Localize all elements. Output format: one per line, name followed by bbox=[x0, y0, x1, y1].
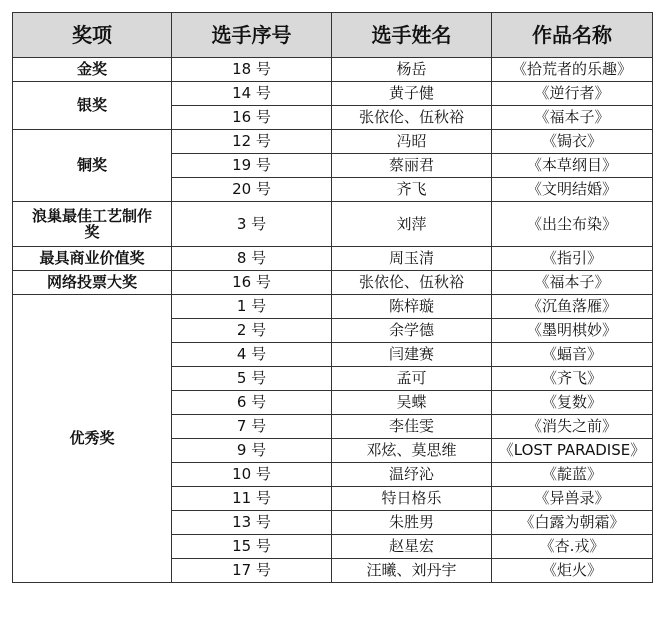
award-cell: 金奖 bbox=[13, 58, 172, 82]
contestant-name-cell: 刘萍 bbox=[332, 202, 492, 247]
table-row bbox=[13, 82, 653, 106]
contestant-name-cell: 朱胜男 bbox=[332, 511, 492, 535]
work-title-cell: 《指引》 bbox=[492, 247, 653, 271]
work-title-cell: 《杏.戎》 bbox=[492, 535, 653, 559]
contestant-name-cell: 汪曦、刘丹宇 bbox=[332, 559, 492, 583]
work-title-cell: 《异兽录》 bbox=[492, 487, 653, 511]
contestant-number-cell: 11 号 bbox=[172, 487, 332, 511]
work-title-cell: 《福本子》 bbox=[492, 106, 653, 130]
contestant-name-cell: 黄子健 bbox=[332, 82, 492, 106]
award-cell: 银奖 bbox=[13, 82, 172, 130]
header-award: 奖项 bbox=[13, 13, 172, 58]
work-title-cell: 《拾荒者的乐趣》 bbox=[492, 58, 653, 82]
contestant-name-cell: 孟可 bbox=[332, 367, 492, 391]
contestant-number-cell: 16 号 bbox=[172, 271, 332, 295]
contestant-name-cell: 张依伦、伍秋裕 bbox=[332, 271, 492, 295]
table-row bbox=[13, 202, 653, 247]
award-cell: 优秀奖 bbox=[13, 295, 172, 583]
work-title-cell: 《逆行者》 bbox=[492, 82, 653, 106]
work-title-cell: 《蝠音》 bbox=[492, 343, 653, 367]
work-title-cell: 《炬火》 bbox=[492, 559, 653, 583]
contestant-number-cell: 15 号 bbox=[172, 535, 332, 559]
table-row bbox=[13, 271, 653, 295]
contestant-number-cell: 14 号 bbox=[172, 82, 332, 106]
work-title-cell: 《出尘布染》 bbox=[492, 202, 653, 247]
header-number: 选手序号 bbox=[172, 13, 332, 58]
contestant-name-cell: 温纾沁 bbox=[332, 463, 492, 487]
work-title-cell: 《LOST PARADISE》 bbox=[492, 439, 653, 463]
contestant-number-cell: 9 号 bbox=[172, 439, 332, 463]
contestant-number-cell: 7 号 bbox=[172, 415, 332, 439]
work-title-cell: 《靛蓝》 bbox=[492, 463, 653, 487]
contestant-number-cell: 3 号 bbox=[172, 202, 332, 247]
contestant-number-cell: 8 号 bbox=[172, 247, 332, 271]
work-title-cell: 《沉鱼落雁》 bbox=[492, 295, 653, 319]
contestant-name-cell: 齐飞 bbox=[332, 178, 492, 202]
contestant-number-cell: 2 号 bbox=[172, 319, 332, 343]
work-title-cell: 《福本子》 bbox=[492, 271, 653, 295]
contestant-name-cell: 张依伦、伍秋裕 bbox=[332, 106, 492, 130]
contestant-number-cell: 4 号 bbox=[172, 343, 332, 367]
contestant-name-cell: 特日格乐 bbox=[332, 487, 492, 511]
awards-table bbox=[12, 12, 653, 583]
contestant-name-cell: 赵星宏 bbox=[332, 535, 492, 559]
work-title-cell: 《复数》 bbox=[492, 391, 653, 415]
contestant-name-cell: 杨岳 bbox=[332, 58, 492, 82]
table-row bbox=[13, 247, 653, 271]
contestant-name-cell: 陈梓璇 bbox=[332, 295, 492, 319]
work-title-cell: 《锔衣》 bbox=[492, 130, 653, 154]
header-row bbox=[13, 13, 653, 58]
work-title-cell: 《消失之前》 bbox=[492, 415, 653, 439]
contestant-name-cell: 吴蝶 bbox=[332, 391, 492, 415]
contestant-name-cell: 冯昭 bbox=[332, 130, 492, 154]
awards-body bbox=[13, 58, 653, 583]
award-cell: 浪巢最佳工艺制作奖 bbox=[13, 202, 172, 247]
contestant-number-cell: 13 号 bbox=[172, 511, 332, 535]
contestant-number-cell: 16 号 bbox=[172, 106, 332, 130]
contestant-name-cell: 蔡丽君 bbox=[332, 154, 492, 178]
contestant-name-cell: 周玉清 bbox=[332, 247, 492, 271]
header-work: 作品名称 bbox=[492, 13, 653, 58]
award-cell: 最具商业价值奖 bbox=[13, 247, 172, 271]
work-title-cell: 《文明结婚》 bbox=[492, 178, 653, 202]
work-title-cell: 《墨明棋妙》 bbox=[492, 319, 653, 343]
contestant-number-cell: 10 号 bbox=[172, 463, 332, 487]
award-cell: 网络投票大奖 bbox=[13, 271, 172, 295]
contestant-name-cell: 余学德 bbox=[332, 319, 492, 343]
contestant-number-cell: 17 号 bbox=[172, 559, 332, 583]
award-cell: 铜奖 bbox=[13, 130, 172, 202]
table-row bbox=[13, 130, 653, 154]
contestant-name-cell: 邓炫、莫思维 bbox=[332, 439, 492, 463]
work-title-cell: 《本草纲目》 bbox=[492, 154, 653, 178]
contestant-name-cell: 李佳雯 bbox=[332, 415, 492, 439]
contestant-number-cell: 20 号 bbox=[172, 178, 332, 202]
contestant-number-cell: 1 号 bbox=[172, 295, 332, 319]
table-row bbox=[13, 295, 653, 319]
contestant-number-cell: 12 号 bbox=[172, 130, 332, 154]
contestant-number-cell: 18 号 bbox=[172, 58, 332, 82]
table-row bbox=[13, 58, 653, 82]
work-title-cell: 《齐飞》 bbox=[492, 367, 653, 391]
header-name: 选手姓名 bbox=[332, 13, 492, 58]
contestant-number-cell: 5 号 bbox=[172, 367, 332, 391]
contestant-number-cell: 6 号 bbox=[172, 391, 332, 415]
work-title-cell: 《白露为朝霜》 bbox=[492, 511, 653, 535]
contestant-name-cell: 闫建赛 bbox=[332, 343, 492, 367]
contestant-number-cell: 19 号 bbox=[172, 154, 332, 178]
